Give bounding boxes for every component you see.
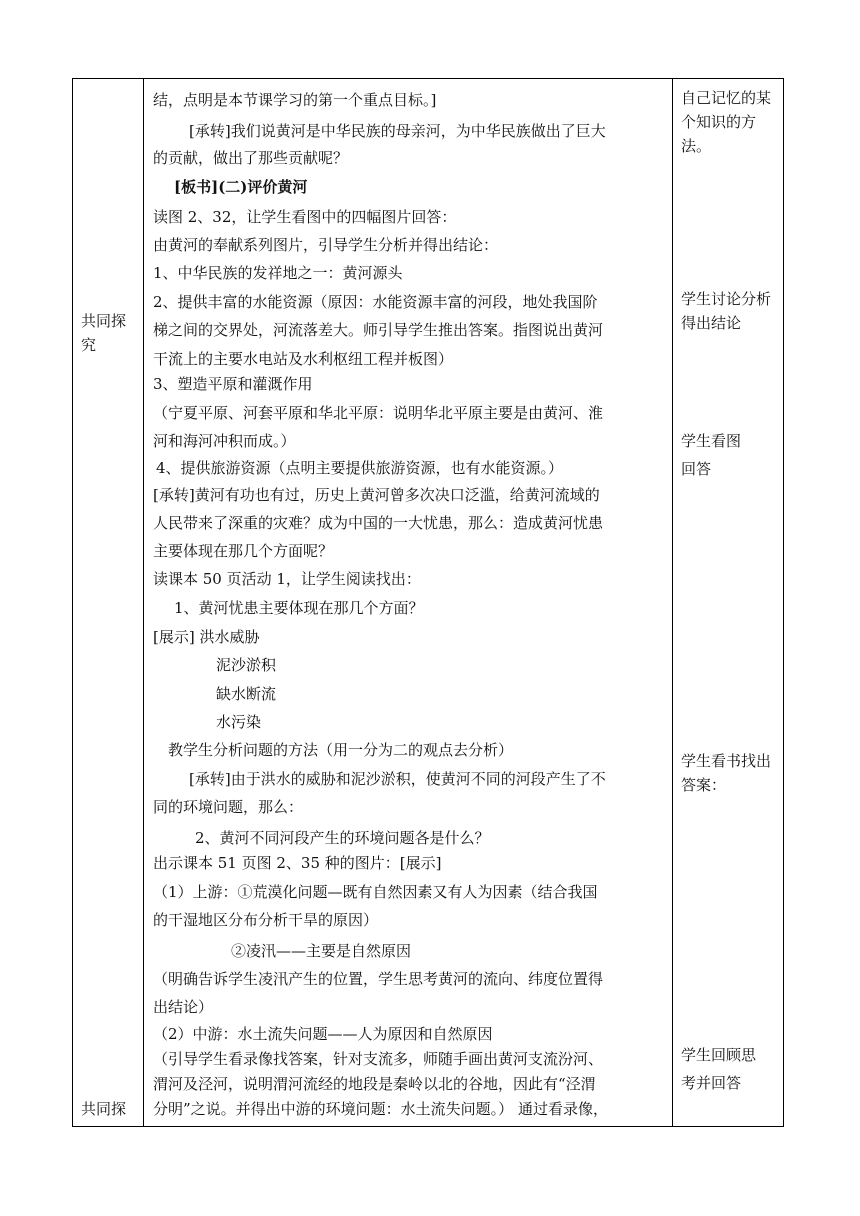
content-line: 分明”之说。并得出中游的环境问题：水土流失问题。） 通过看录像，	[153, 1100, 608, 1118]
content-line: 教学生分析问题的方法（用一分为二的观点去分析）	[168, 741, 514, 759]
content-line: 泥沙淤积	[216, 656, 277, 674]
content-line: 河和海河冲积而成。）	[153, 432, 296, 450]
content-line: 缺水断流	[216, 685, 277, 703]
content-line: 的贡献，做出了那些贡献呢？	[153, 149, 349, 167]
content-line: 1、中华民族的发祥地之一：黄河源头	[153, 264, 403, 282]
student-activity-column	[673, 79, 785, 1126]
teaching-content-column	[144, 79, 672, 1126]
content-line: （1）上游：①荒漠化问题—既有自然因素又有人为因素（结合我国	[153, 883, 598, 901]
content-line: 水污染	[216, 713, 262, 731]
content-line: 1、黄河忧患主要体现在那几个方面？	[174, 599, 424, 617]
content-line: [承转]我们说黄河是中华民族的母亲河，为中华民族做出了巨大	[189, 122, 606, 140]
content-line: [展示] 洪水威胁	[153, 628, 260, 646]
content-line: 结，点明是本节课学习的第一个重点目标。]	[153, 91, 437, 109]
content-line: ②凌汛——主要是自然原因	[231, 942, 412, 960]
content-line: （宁夏平原、河套平原和华北平原：说明华北平原主要是由黄河、淮	[153, 404, 604, 422]
student-note: 学生看书找出答案：	[681, 752, 772, 794]
content-line: （引导学生看录像找答案，针对支流多，师随手画出黄河支流汾河、	[153, 1050, 604, 1068]
content-line: 3、塑造平原和灌溉作用	[153, 375, 313, 393]
stage-label: 共同探究	[81, 312, 127, 354]
content-line: （明确告诉学生凌汛产生的位置，学生思考黄河的流向、纬度位置得	[153, 970, 604, 988]
content-line: 同的环境问题，那么：	[153, 798, 304, 816]
content-line: 人民带来了深重的灾难？成为中国的一大忧患，那么：造成黄河忧患	[153, 514, 604, 532]
lesson-plan-table	[72, 78, 784, 1127]
content-line: 梯之间的交界处，河流落差大。师引导学生推出答案。指图说出黄河	[153, 321, 604, 339]
board-heading: [板书](二)评价黄河	[174, 178, 308, 196]
content-line: 4、提供旅游资源（点明主要提供旅游资源，也有水能资源。）	[156, 459, 564, 477]
student-note: 学生看图	[681, 432, 742, 450]
student-note: 学生讨论分析得出结论	[681, 290, 772, 332]
content-line: 2、黄河不同河段产生的环境问题各是什么？	[195, 829, 490, 847]
content-line: 渭河及泾河，说明渭河流经的地段是秦岭以北的谷地，因此有“泾渭	[153, 1075, 596, 1093]
content-line: （2）中游：水土流失问题——人为原因和自然原因	[153, 1025, 493, 1043]
content-line: 读图 2、32，让学生看图中的四幅图片回答：	[153, 208, 457, 226]
stage-column	[73, 79, 143, 1126]
content-line: 读课本 50 页活动 1，让学生阅读找出：	[153, 570, 421, 588]
content-line: [承转]由于洪水的威胁和泥沙淤积，使黄河不同的河段产生了不	[189, 770, 606, 788]
content-line: 干流上的主要水电站及水利枢纽工程并板图）	[153, 350, 454, 368]
content-line: [承转]黄河有功也有过，历史上黄河曾多次决口泛滥，给黄河流域的	[153, 486, 600, 504]
content-line: 的干湿地区分布分析干旱的原因）	[153, 911, 379, 929]
content-line: 由黄河的奉献系列图片，引导学生分析并得出结论：	[153, 236, 499, 254]
student-note: 学生回顾思	[681, 1046, 757, 1064]
content-line: 出示课本 51 页图 2、35 种的图片：[展示]	[153, 854, 442, 872]
student-note: 考并回答	[681, 1074, 742, 1092]
content-line: 2、提供丰富的水能资源（原因：水能资源丰富的河段，地处我国阶	[153, 293, 598, 311]
content-line: 出结论）	[153, 998, 214, 1016]
student-note: 回答	[681, 460, 712, 478]
stage-label: 共同探	[81, 1100, 127, 1118]
student-note: 自己记忆的某个知识的方法。	[681, 89, 772, 155]
content-line: 主要体现在那几个方面呢？	[153, 542, 334, 560]
